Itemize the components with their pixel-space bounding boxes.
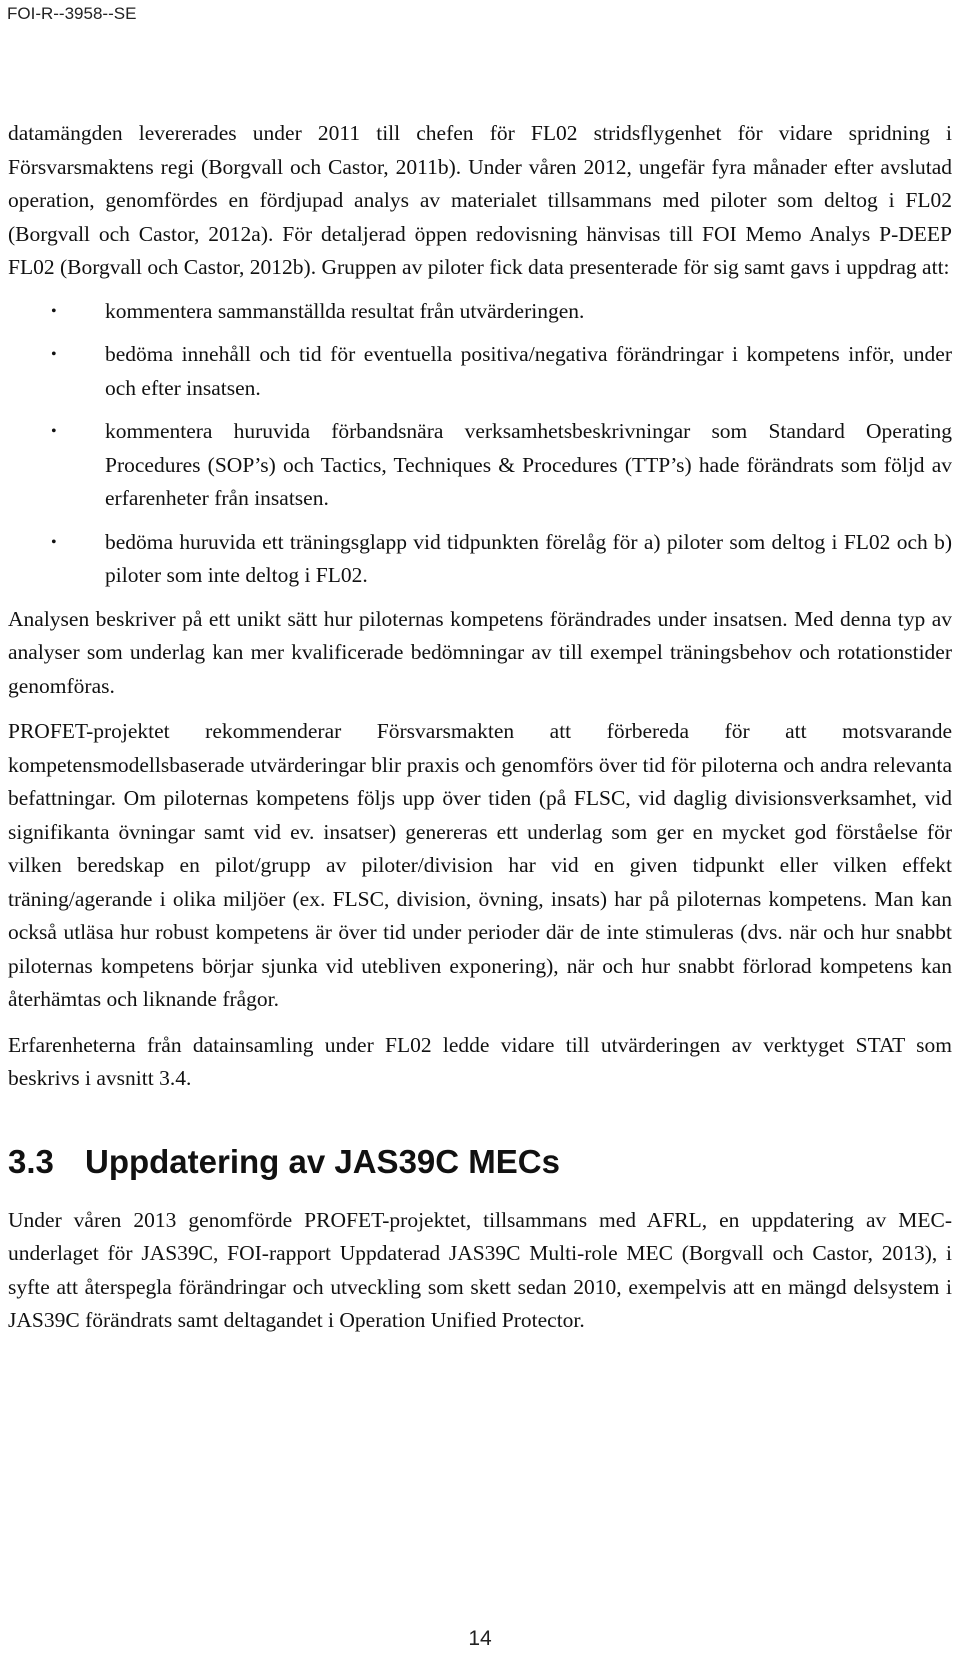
bullet-text: bedöma innehåll och tid för eventuella positiva/negativa förändringar i kompetens inför, under och efter insatsen. <box>105 342 952 400</box>
document-body <box>8 117 952 1338</box>
bullet-icon: • <box>51 346 57 363</box>
bullet-text: bedöma huruvida ett träningsglapp vid tidpunkten förelåg för a) piloter som deltog i FL02 och b) piloter som inte deltog i FL02. <box>105 529 952 587</box>
bullet-list <box>8 295 952 593</box>
bullet-text: kommentera huruvida förbandsnära verksamhetsbeskrivningar som Standard Operating Procedures (SOP’s) och Tactics, Techniques & Procedures (TTP’s) hade förändrats som följd av erfarenheter från insatsen. <box>105 419 952 510</box>
paragraph-section: Under våren 2013 genomförde PROFET-projektet, tillsammans med AFRL, en uppdatering av MEC-underlaget för JAS39C, FOI-rapport Uppdaterad JAS39C Multi-role MEC (Borgvall och Castor, 2013), i syfte att återspegla förändringar och utveckling som skett sedan 2010, exempelvis att en mängd delsystem i JAS39C förändrats samt deltagandet i Operation Unified Protector. <box>8 1207 952 1332</box>
section-title: Uppdatering av JAS39C MECs <box>85 1142 560 1180</box>
report-id: FOI-R--3958--SE <box>7 4 137 23</box>
bullet-item-2 <box>8 338 952 405</box>
page-number: 14 <box>468 1627 492 1650</box>
bullet-icon: • <box>51 302 57 320</box>
bullet-item-1 <box>8 295 952 329</box>
bullet-item-3 <box>8 415 952 516</box>
section-heading <box>8 1142 952 1182</box>
bullet-icon: • <box>51 533 57 551</box>
paragraph-intro: datamängden levererades under 2011 till chefen för FL02 stridsflygenhet för vidare spridning i Försvarsmaktens regi (Borgvall och Castor, 2011b). Under våren 2012, ungefär fyra månader efter avslutad operation, genomfördes en fördjupad analys av materialet tillsammans med piloter som deltog i FL02 (Borgvall och Castor, 2012a). För detaljerad öppen redovisning hänvisas till FOI Memo Analys P-DEEP FL02 (Borgvall och Castor, 2012b). Gruppen av piloter fick data presenterade för sig samt gavs i uppdrag att: <box>8 121 952 279</box>
bullet-icon: • <box>51 423 57 440</box>
paragraph-recommendation: PROFET-projektet rekommenderar Försvarsmakten att förbereda för att motsvarande kompetensmodellsbaserade utvärderingar blir praxis och genomförs över tid för piloterna och andra relevanta befattningar. Om piloternas kompetens följs upp över tiden (på FLSC, vid daglig divisionsverksamhet, vid signifikanta övningar samt vid ev. insatser) genereras ett underlag som ger en mycket god förståelse för vilken beredskap en pilot/grupp av piloter/division har vid en given tidpunkt eller vilken effekt träning/agerande i olika miljöer (ex. FLSC, division, övning, insats) har på piloternas kompetens. Man kan också utläsa hur robust kompetens är över tid under perioder där de inte stimuleras (dvs. när och hur snabbt piloternas kompetens börjar sjunka vid utebliven exponering), när och hur snabbt förlorad kompetens kan återhämtas och liknande frågor. <box>8 719 952 1011</box>
section-number: 3.3 <box>8 1142 54 1180</box>
paragraph-experience: Erfarenheterna från datainsamling under FL02 ledde vidare till utvärderingen av verktyget STAT som beskrivs i avsnitt 3.4. <box>8 1032 952 1090</box>
bullet-text: kommentera sammanställda resultat från utvärderingen. <box>105 298 585 323</box>
bullet-item-4 <box>8 526 952 593</box>
paragraph-analysis: Analysen beskriver på ett unikt sätt hur piloternas kompetens förändrades under insatsen. Med denna typ av analyser som underlag kan mer kvalificerade bedömningar av till exempel träningsbehov och rotationstider genomföras. <box>8 606 952 698</box>
